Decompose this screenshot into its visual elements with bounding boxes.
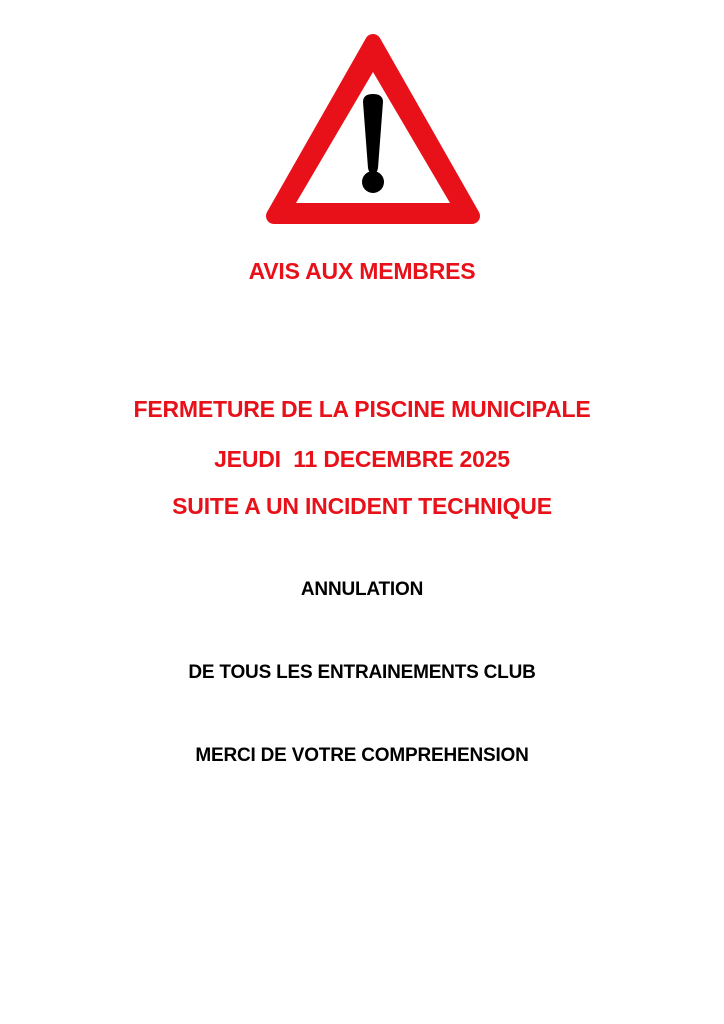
training-cancelled-text: DE TOUS LES ENTRAINEMENTS CLUB — [188, 662, 536, 683]
closure-line-date: JEUDI 11 DECEMBRE 2025 — [214, 446, 510, 472]
exclamation-dot — [362, 171, 384, 193]
closure-line-reason: SUITE A UN INCIDENT TECHNIQUE — [172, 493, 552, 519]
notice-heading: AVIS AUX MEMBRES — [248, 258, 476, 284]
annulation-text: ANNULATION — [300, 579, 424, 600]
thanks-text: MERCI DE VOTRE COMPREHENSION — [195, 745, 529, 766]
closure-line-pool: FERMETURE DE LA PISCINE MUNICIPALE — [133, 396, 591, 422]
exclamation-triangle-icon — [264, 32, 482, 226]
